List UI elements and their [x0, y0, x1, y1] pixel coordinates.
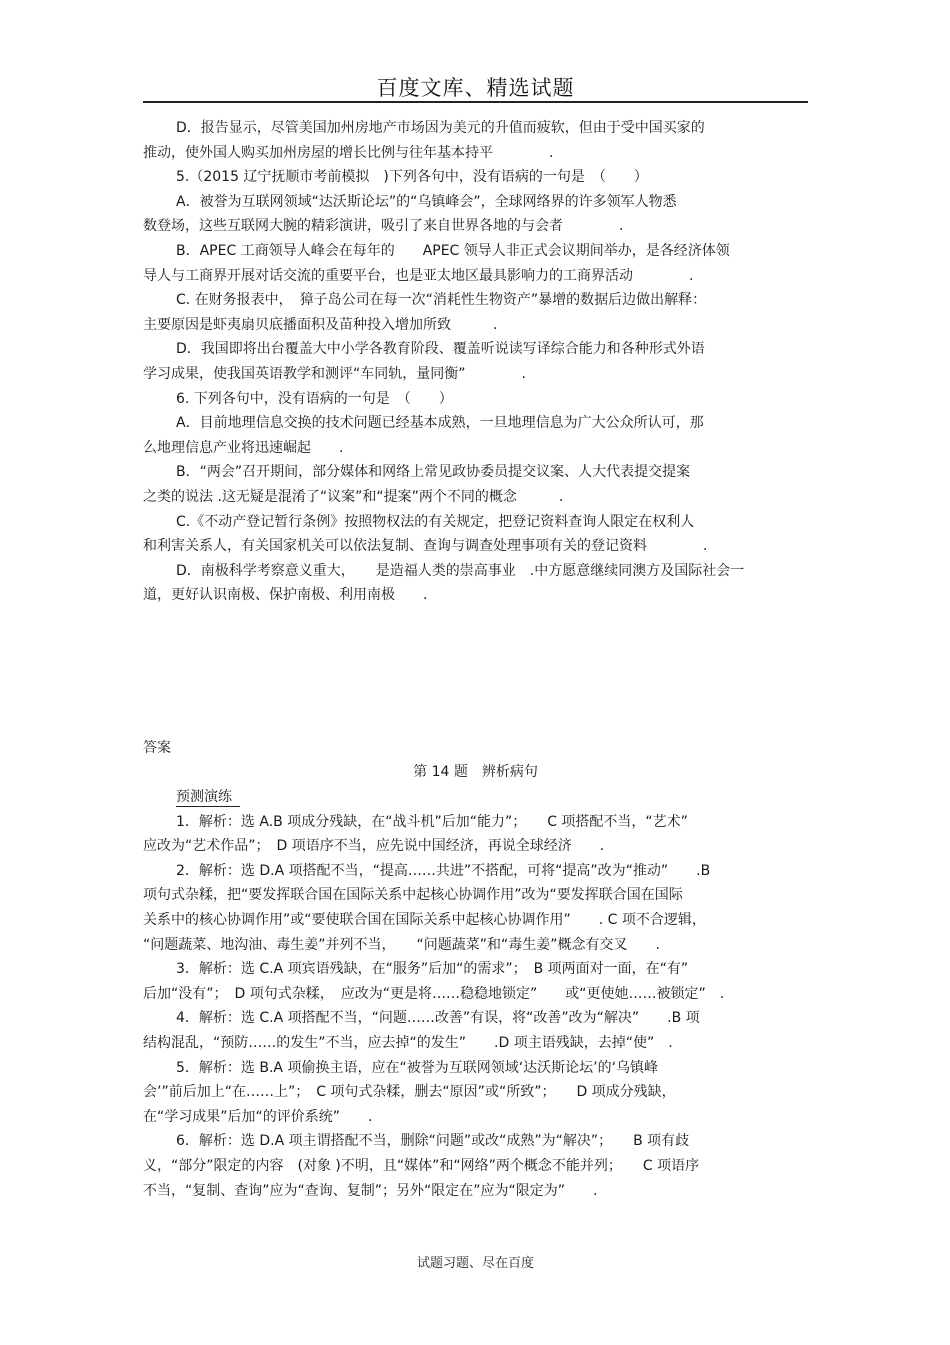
q6-option-c-line1: C.《不动产登记暂行条例》按照物权法的有关规定，把登记资料查询人限定在权利人	[176, 513, 695, 530]
q5-option-b-line1: B．APEC 工商领导人峰会在每年的 APEC 领导人非正式会议期间举办，是各经济体领	[176, 242, 730, 259]
document-body	[143, 116, 808, 1203]
answers-section-heading: 预测演练	[176, 788, 240, 807]
answer-1-line2: 应改为“艺术作品”； D 项语序不当，应先说中国经济，再说全球经济 .	[143, 838, 605, 855]
q5-option-a-line1: A．被誉为互联网领域“达沃斯论坛”的“乌镇峰会”，全球网络界的许多领军人物悉	[176, 193, 677, 210]
answer-3-line1: 3．解析：选 C.A 项宾语残缺，在“服务”后加“的需求”； B 项两面对一面，在“有”	[176, 961, 689, 978]
answer-4-line1: 4．解析：选 C.A 项搭配不当，“问题……改善”有误，将“改善”改为“解决” .B 项	[176, 1010, 700, 1027]
q6-option-d-line2: 道，更好认识南极、保护南极、利用南极 .	[143, 587, 428, 604]
q5-option-d-line2: 学习成果，使我国英语教学和测评“车同轨，量同衡” .	[143, 365, 526, 382]
q4-option-d-line2: 推动，使外国人购买加州房屋的增长比例与往年基本持平 .	[143, 144, 554, 161]
q5-option-c-line2: 主要原因是虾夷扇贝底播面积及苗种投入增加所致 .	[143, 316, 498, 333]
q5-option-b-line2: 导人与工商界开展对话交流的重要平台，也是亚太地区最具影响力的工商界活动 .	[143, 267, 694, 284]
q6-option-c-line2: 和利害关系人，有关国家机关可以依法复制、查询与调查处理事项有关的登记资料 .	[143, 538, 708, 555]
q5-stem: 5.（2015 辽宁抚顺市考前模拟 )下列各句中，没有语病的一句是 （ ）	[176, 169, 648, 186]
page-footer: 试题习题、尽在百度	[416, 1256, 534, 1271]
header-divider	[143, 101, 808, 103]
q6-option-d-line1: D．南极科学考察意义重大， 是造福人类的崇高事业 .中方愿意继续同澳方及国际社会一	[176, 562, 745, 579]
answer-2-line3: 关系中的核心协调作用”或“要使联合国在国际关系中起核心协调作用” . C 项不合逻辑，	[143, 912, 706, 929]
q5-option-d-line1: D．我国即将出台覆盖大中小学各教育阶段、覆盖听说读写译综合能力和各种形式外语	[176, 341, 705, 358]
page-header-title: 百度文库、精选试题	[376, 76, 575, 100]
q6-option-a-line2: 么地理信息产业将迅速崛起 .	[143, 439, 344, 456]
answer-6-line3: 不当，“复制、查询”应为“查询、复制”；另外“限定在”应为“限定为” .	[143, 1182, 598, 1199]
q6-option-b-line2: 之类的说法 .这无疑是混淆了“议案”和“提案”两个不同的概念 .	[143, 488, 564, 505]
answers-topic-title: 第 14 题 辨析病句	[413, 764, 538, 781]
q6-option-b-line1: B．“两会”召开期间，部分媒体和网络上常见政协委员提交议案、人大代表提交提案	[176, 464, 691, 481]
q4-option-d-line1: D．报告显示，尽管美国加州房地产市场因为美元的升值而疲软，但由于受中国买家的	[176, 120, 705, 136]
answer-2-line2: 项句式杂糅，把“要发挥联合国在国际关系中起核心协调作用”改为“要发挥联合国在国际	[143, 887, 683, 904]
q6-stem: 6. 下列各句中，没有语病的一句是 （ ）	[176, 390, 453, 407]
blank-space	[143, 608, 808, 736]
answers-label: 答案	[143, 739, 171, 756]
answer-5-line2: 会’”前后加上“在……上”； C 项句式杂糅，删去“原因”或“所致”； D 项成分残缺，	[143, 1084, 676, 1101]
answer-6-line2: 义，“部分”限定的内容 (对象 )不明，且“媒体”和“网络”两个概念不能并列； C 项语序	[143, 1157, 700, 1174]
answer-5-line3: 在“学习成果”后加“的评价系统” .	[143, 1108, 373, 1125]
q6-option-a-line1: A．目前地理信息交换的技术问题已经基本成熟，一旦地理信息为广大公众所认可，那	[176, 415, 704, 432]
q5-option-c-line1: C. 在财务报表中， 獐子岛公司在每一次“消耗性生物资产”暴增的数据后边做出解释：	[176, 292, 707, 309]
answer-5-line1: 5．解析：选 B.A 项偷换主语，应在“被誉为互联网领域‘达沃斯论坛’的‘乌镇峰	[176, 1059, 659, 1076]
answer-1-line1: 1．解析：选 A.B 项成分残缺，在“战斗机”后加“能力”； C 项搭配不当，“艺术”	[176, 813, 688, 830]
q5-option-a-line2: 数登场，这些互联网大腕的精彩演讲，吸引了来自世界各地的与会者 .	[143, 218, 624, 235]
answer-4-line2: 结构混乱，“预防……的发生”不当，应去掉“的发生” .D 项主语残缺，去掉“使” .	[143, 1035, 673, 1051]
answer-2-line4: “问题蔬菜、地沟油、毒生姜”并列不当， “问题蔬菜”和“毒生姜”概念有交叉 .	[143, 936, 660, 953]
answer-3-line2: 后加“没有”； D 项句式杂糅， 应改为“更是将……稳稳地锁定” 或“更使她……被锁定” .	[143, 985, 725, 1002]
answer-6-line1: 6．解析：选 D.A 项主谓搭配不当，删除“问题”或改“成熟”为“解决”； B 项有歧	[176, 1133, 690, 1150]
answer-2-line1: 2．解析：选 D.A 项搭配不当，“提高……共进”不搭配，可将“提高”改为“推动” .B	[176, 862, 711, 879]
